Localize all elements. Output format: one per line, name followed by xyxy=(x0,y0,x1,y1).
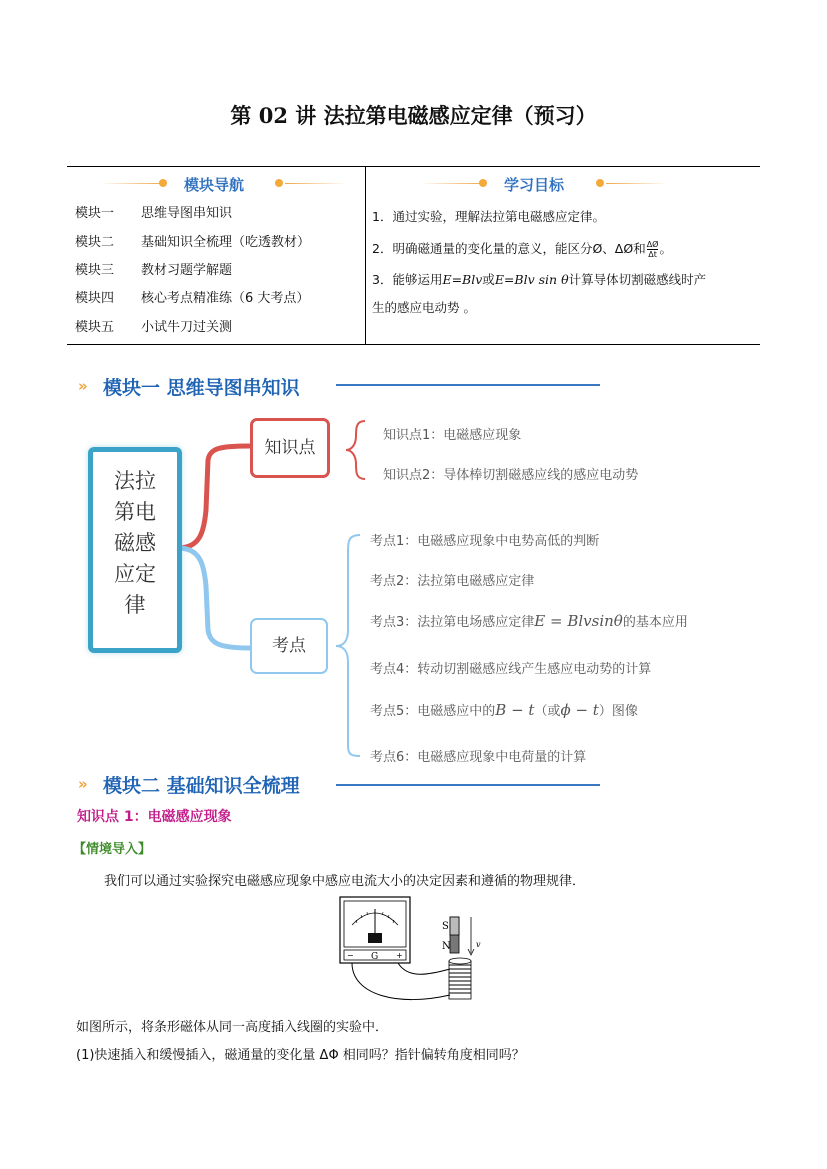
module-number: 模块二 xyxy=(75,235,115,250)
document-title: 第 02 讲 法拉第电磁感应定律（预习） xyxy=(230,103,597,128)
leaf-exam-4: 考点4：转动切割磁感应线产生感应电动势的计算 xyxy=(370,662,652,677)
goals-deco-line-left xyxy=(420,183,482,184)
goal-3-text: 3．能够运用 xyxy=(372,272,443,287)
node-exam-points: 考点 xyxy=(250,618,328,674)
goal-3-tail: 计算导体切割磁感线时产 xyxy=(568,272,707,287)
nav-module-2[interactable] xyxy=(75,231,355,251)
node-knowledge-points: 知识点 xyxy=(250,418,330,478)
formula-e-blv: E=Blv xyxy=(442,272,483,287)
nav-heading: 模块导航 xyxy=(184,176,245,194)
table-bottom-rule xyxy=(67,344,760,345)
module-number: 模块四 xyxy=(75,291,115,306)
table-divider xyxy=(365,167,366,344)
goal-2 xyxy=(372,240,672,259)
mindmap-root-label xyxy=(93,466,177,621)
module2-rule xyxy=(336,784,600,786)
module-number: 模块三 xyxy=(75,263,115,278)
root-line: 律 xyxy=(124,593,146,617)
nav-module-5[interactable] xyxy=(75,316,355,336)
leaf-knowledge-1: 知识点1：电磁感应现象 xyxy=(383,428,522,443)
module1-title: 模块一 思维导图串知识 xyxy=(103,377,300,399)
coil xyxy=(449,958,471,999)
wire-left xyxy=(352,963,450,1000)
needle-pivot xyxy=(368,933,382,943)
nav-module-3[interactable] xyxy=(75,259,355,279)
formula-phi-t: ϕ − t xyxy=(560,701,599,719)
module-name: 核心考点精准练（6 大考点） xyxy=(141,291,310,306)
module1-rule xyxy=(336,384,600,386)
leaf-exam-1: 考点1：电磁感应现象中电势高低的判断 xyxy=(370,534,600,549)
leaf-exam-5-tail: ）图像 xyxy=(598,704,638,719)
leaf-exam-5 xyxy=(370,700,638,719)
goal-2-text: 2．明确磁通量的变化量的意义，能区分 xyxy=(372,241,593,256)
module-name: 小试牛刀过关测 xyxy=(141,320,233,335)
intro-paragraph: 我们可以通过实验探究电磁感应现象中感应电流大小的决定因素和遵循的物理规律． xyxy=(104,874,586,889)
goals-heading: 学习目标 xyxy=(504,176,565,194)
goals-deco-dot-right xyxy=(596,179,604,187)
magnet-s-label: S xyxy=(442,921,449,932)
chevron-icon: » xyxy=(78,775,85,793)
nav-deco-dot-left xyxy=(159,179,167,187)
root-line: 第电 xyxy=(114,500,156,524)
goal-3-cont: 生的感应电动势 。 xyxy=(372,300,476,315)
figure-caption: 如图所示，将条形磁体从同一高度插入线圈的实验中． xyxy=(76,1020,389,1035)
leaf-exam-6: 考点6：电磁感应现象中电荷量的计算 xyxy=(370,750,587,765)
branch-connector-exam xyxy=(178,548,250,648)
galvanometer-label: G xyxy=(371,952,379,962)
leaf-exam-5-text: 考点5：电磁感应中的 xyxy=(370,704,496,719)
leaf-exam-3 xyxy=(370,611,688,630)
brace-exam xyxy=(336,535,360,756)
root-line: 应定 xyxy=(114,562,156,586)
brace-knowledge xyxy=(346,421,365,479)
leaf-exam-5-mid: （或 xyxy=(534,704,561,719)
wire-right xyxy=(398,963,450,974)
nav-deco-line-right xyxy=(285,183,347,184)
nav-module-1[interactable] xyxy=(75,202,355,222)
nav-module-4[interactable] xyxy=(75,287,355,307)
module-name: 教材习题学解题 xyxy=(141,263,233,278)
chevron-icon: » xyxy=(78,377,85,395)
module-name: 思维导图串知识 xyxy=(141,206,233,221)
goal-3 xyxy=(372,272,706,288)
goal-2-fraction xyxy=(647,240,659,259)
formula-emf: E = Blvsinθ xyxy=(534,612,623,630)
formula-e-blv-sin: E=Blv sin θ xyxy=(494,272,569,287)
module-number: 模块一 xyxy=(75,206,115,221)
leaf-knowledge-2: 知识点2：导体棒切割磁感应线的感应电动势 xyxy=(383,468,639,483)
goal-2-end: 。 xyxy=(659,241,672,256)
nav-deco-line-left xyxy=(100,183,162,184)
velocity-label: v xyxy=(476,940,481,949)
goal-2-symbols: Ø、ΔØ和 xyxy=(592,241,646,256)
magnet-south-half xyxy=(450,917,459,935)
experiment-figure xyxy=(338,895,508,1010)
knowledge-point-1-heading: 知识点 1：电磁感应现象 xyxy=(77,809,232,825)
goal-1: 1．通过实验，理解法拉第电磁感应定律。 xyxy=(372,209,605,224)
module2-title: 模块二 基础知识全梳理 xyxy=(103,775,300,797)
terminal-minus: − xyxy=(347,951,354,960)
goals-deco-dot-left xyxy=(479,179,487,187)
scene-intro-tag: 【情境导入】 xyxy=(73,842,152,857)
table-top-rule xyxy=(67,166,760,167)
nav-deco-dot-right xyxy=(275,179,283,187)
module-number: 模块五 xyxy=(75,320,115,335)
leaf-exam-2: 考点2：法拉第电磁感应定律 xyxy=(370,574,535,589)
root-line: 磁感 xyxy=(114,531,156,555)
mindmap-root xyxy=(88,447,182,653)
leaf-exam-3-tail: 的基本应用 xyxy=(622,615,688,630)
formula-b-t: B − t xyxy=(495,701,535,719)
question-1: (1)快速插入和缓慢插入，磁通量的变化量 ΔΦ 相同吗？指针偏转角度相同吗？ xyxy=(76,1048,525,1063)
goals-deco-line-right xyxy=(606,183,668,184)
fraction-denominator: Δt xyxy=(648,250,657,259)
branch-connector-knowledge xyxy=(178,446,250,548)
fraction-numerator: ΔØ xyxy=(646,240,659,249)
root-line: 法拉 xyxy=(114,469,156,493)
module-name: 基础知识全梳理（吃透教材） xyxy=(141,235,311,250)
goal-3-or: 或 xyxy=(482,272,495,287)
terminal-plus: + xyxy=(396,951,403,960)
magnet-n-label: N xyxy=(442,941,451,952)
leaf-exam-3-text: 考点3：法拉第电场感应定律 xyxy=(370,615,535,630)
